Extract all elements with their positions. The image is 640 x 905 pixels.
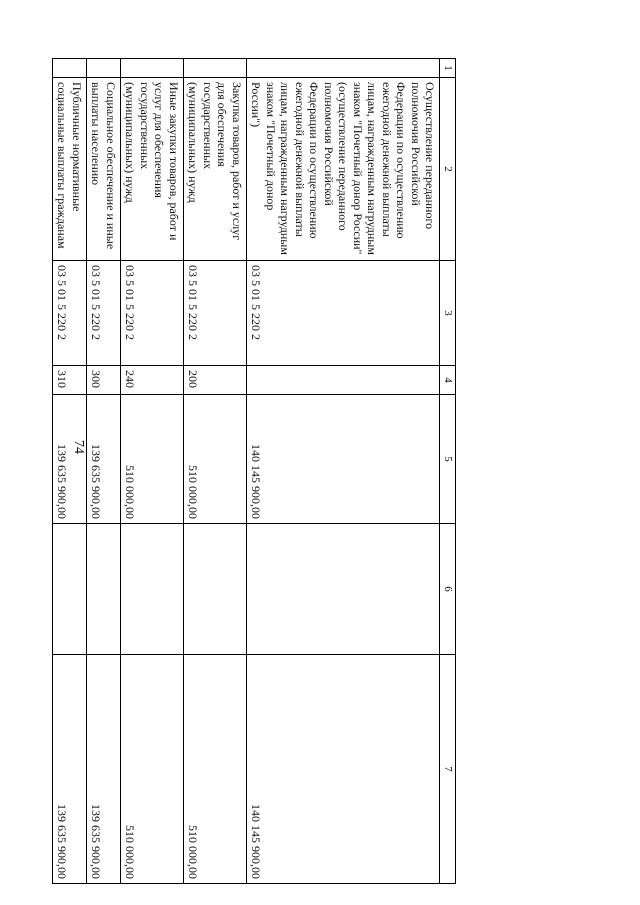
row-col5-cell: 140 145 900,00 <box>247 395 441 524</box>
row-col7-cell: 140 145 900,00 <box>247 655 441 884</box>
row-type-cell: 200 <box>184 366 247 395</box>
row-index-cell <box>247 59 441 78</box>
table-row <box>184 59 247 884</box>
header-col-4: 4 <box>440 366 456 395</box>
budget-table-container <box>55 58 456 879</box>
header-col-7: 7 <box>440 655 456 884</box>
header-row <box>440 59 456 884</box>
row-col6-cell <box>121 524 184 655</box>
table-row <box>87 59 121 884</box>
row-col5-cell: 510 000,00 <box>184 395 247 524</box>
table-row <box>247 59 441 884</box>
row-name-cell: Закупка товаров, работ и услуг для обеспечения государственных (муниципальных) нужд <box>184 78 247 261</box>
row-code-cell: 03 5 01 5 220 2 <box>53 261 87 366</box>
page-number: 74 <box>71 440 86 454</box>
row-code-cell: 03 5 01 5 220 2 <box>247 261 441 366</box>
row-col5-cell: 139 635 900,00 <box>87 395 121 524</box>
row-col5-cell: 139 635 900,00 <box>53 395 87 524</box>
row-col7-cell: 139 635 900,00 <box>87 655 121 884</box>
row-name-cell: Публичные нормативные социальные выплаты гражданам <box>53 78 87 261</box>
row-col7-cell: 510 000,00 <box>121 655 184 884</box>
row-name-cell: Осуществление переданного полномочия Российской Федерации по осуществлению ежегодной денежной выплаты лицам, награжденным нагрудным знаком "Почетный донор России" (осуществление переданного полномочия Российской Федерации по осуществлению ежегодной денежной выплаты лицам, награжденным нагрудным знаком "Почетный донор России") <box>247 78 441 261</box>
row-col7-cell: 510 000,00 <box>184 655 247 884</box>
row-col6-cell <box>87 524 121 655</box>
row-code-cell: 03 5 01 5 220 2 <box>184 261 247 366</box>
row-col7-cell: 139 635 900,00 <box>53 655 87 884</box>
header-col-1: 1 <box>440 59 456 78</box>
row-type-cell: 240 <box>121 366 184 395</box>
header-col-3: 3 <box>440 261 456 366</box>
row-col6-cell <box>53 524 87 655</box>
row-col6-cell <box>184 524 247 655</box>
row-type-cell: 300 <box>87 366 121 395</box>
table-row <box>121 59 184 884</box>
row-type-cell: 310 <box>53 366 87 395</box>
row-type-cell <box>247 366 441 395</box>
budget-table <box>52 58 456 884</box>
row-index-cell <box>184 59 247 78</box>
row-code-cell: 03 5 01 5 220 2 <box>121 261 184 366</box>
row-index-cell <box>53 59 87 78</box>
row-name-cell: Социальное обеспечение и иные выплаты населению <box>87 78 121 261</box>
row-name-cell: Иные закупки товаров, работ и услуг для обеспечения государственных (муниципальных) нужд <box>121 78 184 261</box>
header-col-5: 5 <box>440 395 456 524</box>
row-col5-cell: 510 000,00 <box>121 395 184 524</box>
row-index-cell <box>121 59 184 78</box>
row-index-cell <box>87 59 121 78</box>
table-row <box>53 59 87 884</box>
row-col6-cell <box>247 524 441 655</box>
header-col-2: 2 <box>440 78 456 261</box>
row-code-cell: 03 5 01 5 220 2 <box>87 261 121 366</box>
header-col-6: 6 <box>440 524 456 655</box>
